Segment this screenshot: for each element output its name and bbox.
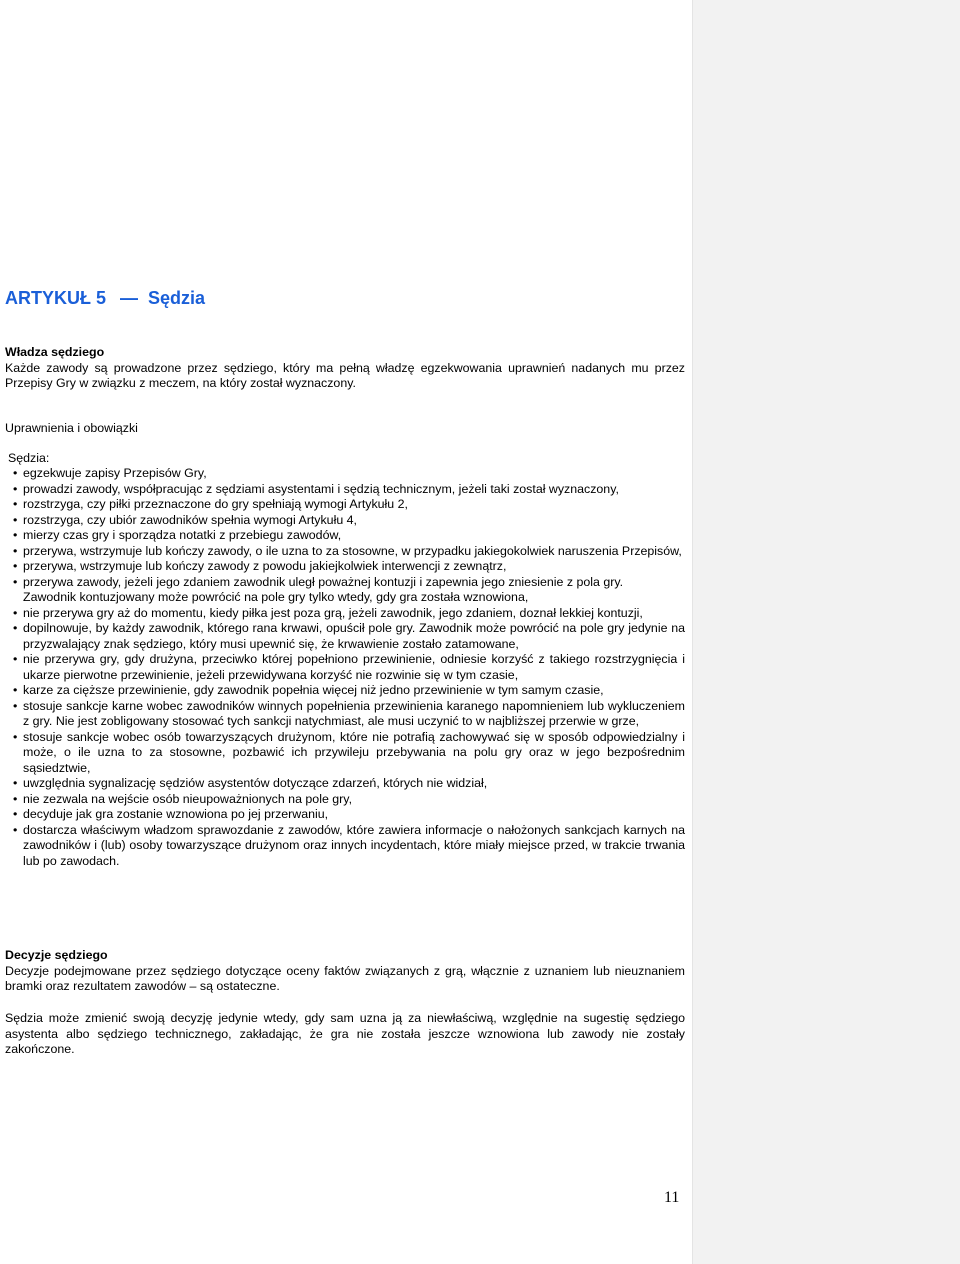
title-dash: — xyxy=(120,288,139,308)
list-item: • nie przerywa gry aż do momentu, kiedy piłka jest poza grą, jeżeli zawodnik, jego zdaniem, doznał lekkiej kontuzji, xyxy=(13,605,643,620)
article-number: ARTYKUŁ 5 xyxy=(5,288,107,308)
bullet-icon: • xyxy=(13,807,18,821)
list-item: • przerywa, wstrzymuje lub kończy zawody, o ile uzna to za stosowne, w przypadku jakiegokolwiek naruszenia Przepisów, xyxy=(13,543,682,558)
article-title xyxy=(5,288,206,308)
bullet-icon: • xyxy=(13,698,18,713)
bullet-icon: • xyxy=(13,497,18,511)
authority-heading: Władza sędziego xyxy=(5,345,105,359)
bullet-icon: • xyxy=(13,605,18,620)
authority-section xyxy=(5,345,685,392)
bullet-icon: • xyxy=(13,528,18,542)
decisions-text-1: Decyzje podejmowane przez sędziego dotyczące oceny faktów związanych z grą, włącznie z uznaniem lub nieuznaniem bramki oraz rezultatem zawodów – są ostateczne. xyxy=(5,963,685,993)
list-item: • karze za cięższe przewinienie, gdy zawodnik popełnia więcej niż jedno przewinienie w tym samym czasie, xyxy=(13,683,604,697)
bullet-icon: • xyxy=(13,776,18,790)
article-name: Sędzia xyxy=(148,288,206,308)
bullet-icon: • xyxy=(13,574,18,589)
list-item: • nie zezwala na wejście osób nieupoważnionych na pole gry, xyxy=(13,791,353,806)
list-item: • stosuje sankcje wobec osób towarzyszących drużynom, które nie potrafią zachowywać się w sposób odpowiedzialny i może, o ile uzna to za stosowne, pozbawić ich przywileju przebywania na polu gry oraz w jego bezpośrednim sąsiedztwie, xyxy=(13,729,685,775)
list-item: • prowadzi zawody, współpracując z sędziami asystentami i sędzią technicznym, jeżeli taki został wyznaczony, xyxy=(13,481,619,496)
bullet-icon: • xyxy=(13,466,18,480)
list-item: • stosuje sankcje karne wobec zawodników winnych popełnienia przewinienia karanego napomnieniem lub wykluczeniem z gry. Nie jest zobligowany stosować tych sankcji natychmiast, ale musi uczynić to w najbliższej przerwie w grze, xyxy=(13,698,685,728)
list-item: • decyduje jak gra zostanie wznowiona po jej przerwaniu, xyxy=(13,807,329,821)
bullet-icon: • xyxy=(13,621,18,635)
list-item: • nie przerywa gry, gdy drużyna, przeciwko której popełniono przewinienie, odniesie korzyść z takiego rozstrzygnięcia i ukarze pierwotne przewinienie, jeżeli przewidywana korzyść nie rozwinie się w tym czasie, xyxy=(13,652,685,682)
list-item: • rozstrzyga, czy ubiór zawodników spełnia wymogi Artykułu 4, xyxy=(13,512,357,527)
bullet-icon: • xyxy=(13,822,18,837)
comment-margin-panel xyxy=(692,0,960,1264)
decisions-heading: Decyzje sędziego xyxy=(5,948,108,962)
list-item: • przerywa zawody, jeżeli jego zdaniem zawodnik uległ poważnej kontuzji i zapewnia jego zniesienie z pola gry. xyxy=(13,574,624,589)
list-item: • egzekwuje zapisy Przepisów Gry, xyxy=(13,466,207,480)
bullet-icon: • xyxy=(13,559,18,573)
bullet-icon: • xyxy=(13,791,18,806)
list-item: • rozstrzyga, czy piłki przeznaczone do gry spełniają wymogi Artykułu 2, xyxy=(13,497,408,511)
duties-list xyxy=(5,466,685,869)
bullet-icon: • xyxy=(13,543,18,558)
list-item: • dopilnowuje, by każdy zawodnik, którego rana krwawi, opuścił pole gry. Zawodnik może powrócić na pole gry jedynie na przyzwalający znak sędziego, który musi upewnić się, że krwawienie zostało zatamowane, xyxy=(13,621,685,651)
list-item: • dostarcza właściwym władzom sprawozdanie z zawodów, które zawiera informacje o nałożonych sankcjach karnych na zawodników i (lub) osoby towarzyszące drużynom oraz innych incydentach, które miały miejsce przed, w trakcie trwania lub po zawodach. xyxy=(13,822,685,868)
page-number: 11 xyxy=(664,1189,680,1206)
decisions-text-2: Sędzia może zmienić swoją decyzję jedynie wtedy, gdy sam uzna ją za niewłaściwą, względnie na sugestię sędziego asystenta albo sędziego technicznego, zakładając, że gra nie została jeszcze wznowiona lub zawody nie zostały zakończone. xyxy=(5,1011,685,1056)
decisions-section xyxy=(5,948,685,995)
bullet-icon: • xyxy=(13,652,18,666)
powers-intro: Sędzia: xyxy=(8,451,50,465)
bullet-icon: • xyxy=(13,729,18,744)
bullet-icon: • xyxy=(13,481,18,496)
bullet-icon: • xyxy=(13,683,18,697)
list-item-continuation: Zawodnik kontuzjowany może powrócić na pole gry tylko wtedy, gdy gra została wznowiona, xyxy=(23,590,529,604)
list-item: • przerywa, wstrzymuje lub kończy zawody z powodu jakiejkolwiek interwencji z zewnątrz, xyxy=(13,559,507,573)
list-item: • mierzy czas gry i sporządza notatki z przebiegu zawodów, xyxy=(13,528,342,542)
authority-text: Każde zawody są prowadzone przez sędziego, który ma pełną władzę egzekwowania uprawnień nadanych mu przez Przepisy Gry w związku z meczem, na który został wyznaczony. xyxy=(5,360,685,390)
bullet-icon: • xyxy=(13,512,18,527)
list-item: • uwzględnia sygnalizację sędziów asystentów dotyczące zdarzeń, których nie widział, xyxy=(13,776,488,790)
powers-heading: Uprawnienia i obowiązki xyxy=(5,421,138,435)
